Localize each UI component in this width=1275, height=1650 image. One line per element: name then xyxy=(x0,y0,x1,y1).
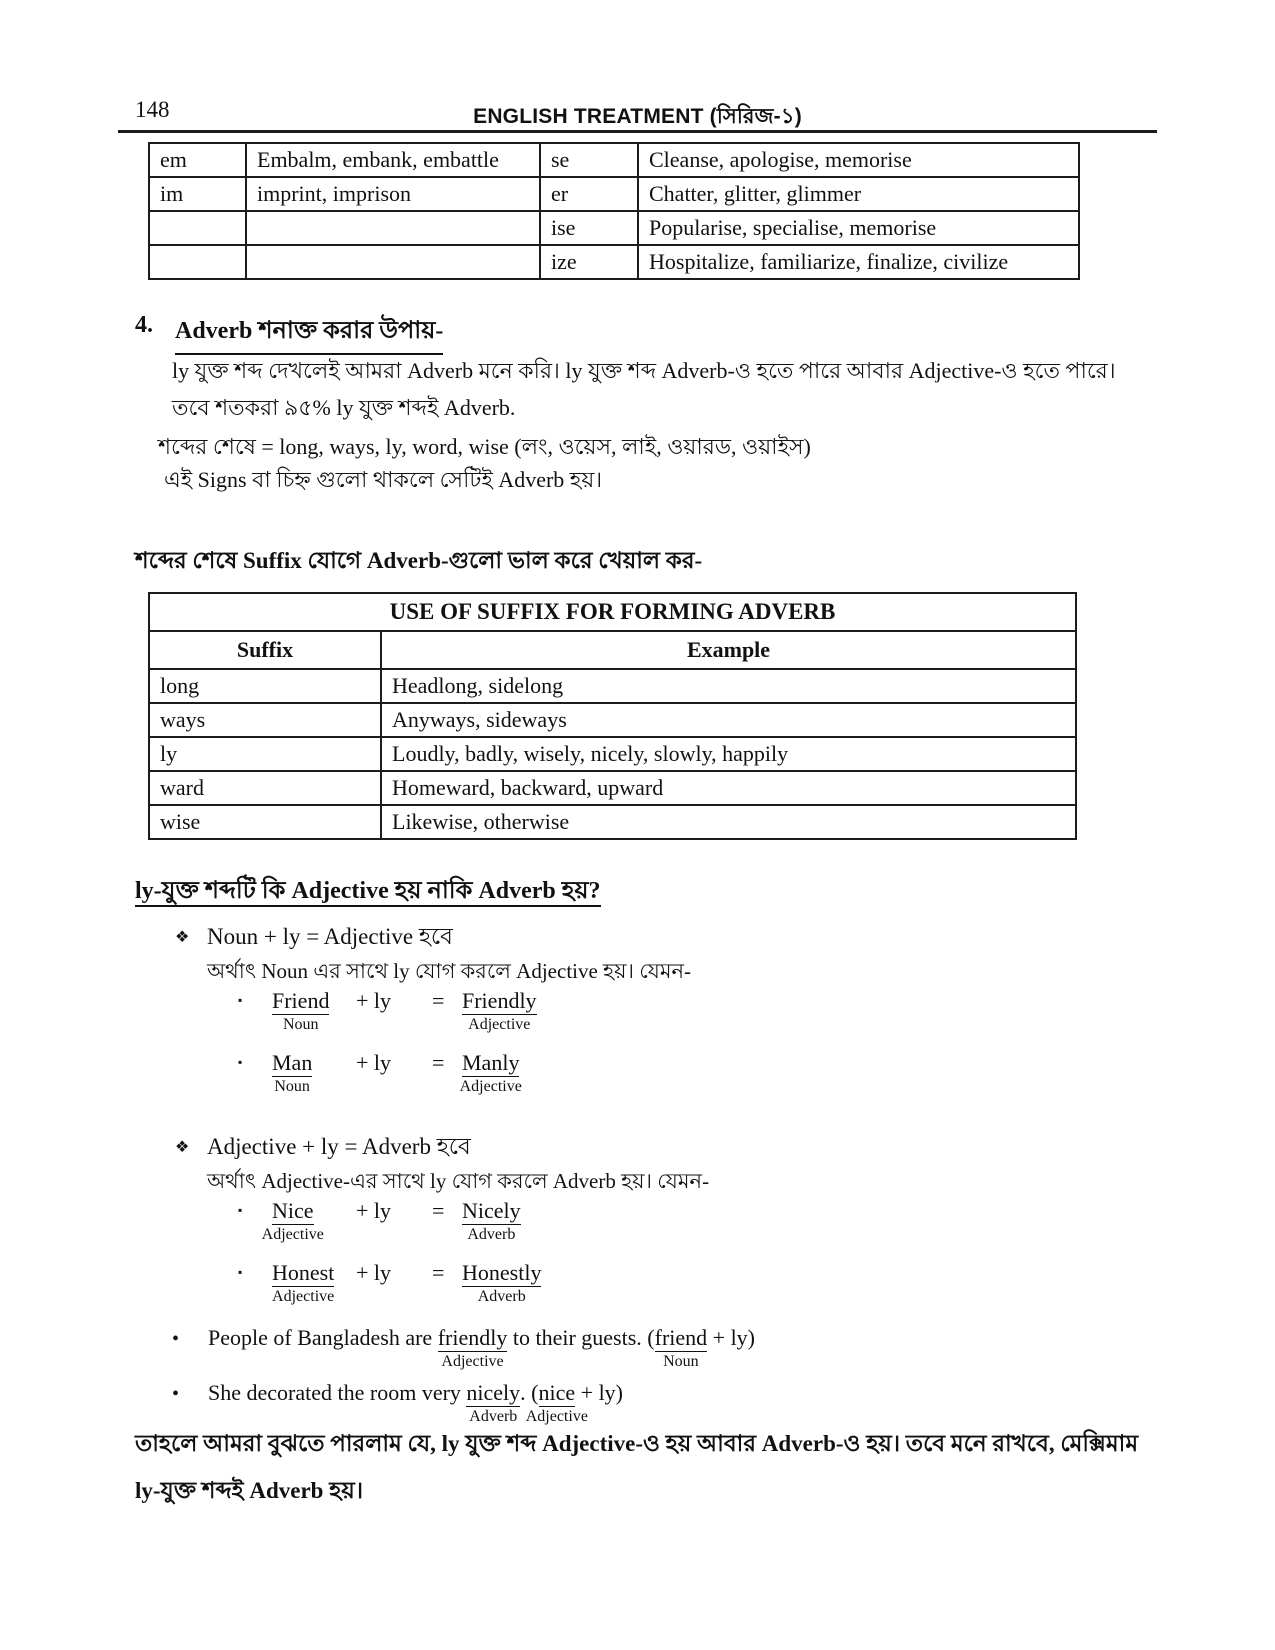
sentence-example xyxy=(172,1380,624,1425)
square-bullet-icon: ▪ xyxy=(238,1055,243,1069)
section-number: 4. xyxy=(135,312,153,338)
ly-section-heading xyxy=(135,872,601,912)
equation-example xyxy=(238,1260,542,1305)
table-cell: im xyxy=(149,177,246,211)
diamond-bullet-icon: ❖ xyxy=(175,929,190,946)
noun-rule xyxy=(175,918,453,957)
word-with-label xyxy=(462,1198,521,1243)
underlined-word: friend xyxy=(654,1325,708,1350)
table-row xyxy=(149,703,1076,737)
word-pos-label: Adjective xyxy=(525,1408,588,1425)
table-cell: er xyxy=(540,177,638,211)
word-with-label xyxy=(462,988,537,1033)
result-pos-label: Adjective xyxy=(468,1016,531,1033)
sentence-segment: to their guests. ( xyxy=(507,1325,655,1350)
sentence-segment: People of Bangladesh are xyxy=(208,1325,438,1350)
table-cell xyxy=(149,245,246,279)
table-cell: ward xyxy=(149,771,381,805)
table-cell: Embalm, embank, embattle xyxy=(246,143,540,177)
plus-ly-token: + ly xyxy=(356,1198,392,1223)
equals-token: = xyxy=(432,1050,445,1075)
dot-bullet-icon: • xyxy=(172,1328,180,1350)
plus-ly-token: + ly xyxy=(356,1260,392,1285)
signs-line: শব্দের শেষে = long, ways, ly, word, wise (লং, ওয়েস, লাই, ওয়ারড, ওয়াইস) xyxy=(158,434,811,459)
word-with-label xyxy=(525,1380,588,1425)
result-word: Nicely xyxy=(462,1198,521,1223)
word-with-label xyxy=(272,1260,335,1305)
rule-text: Adjective + ly = Adverb হবে xyxy=(207,1134,471,1159)
section-paragraph xyxy=(172,352,1116,426)
table-cell xyxy=(246,211,540,245)
table-cell: imprint, imprison xyxy=(246,177,540,211)
table-cell: Likewise, otherwise xyxy=(381,805,1076,839)
word-with-label xyxy=(437,1325,508,1370)
table-row xyxy=(149,211,1079,245)
word-with-label xyxy=(272,1050,313,1095)
equals-token: = xyxy=(432,988,445,1013)
rule-text: Noun + ly = Adjective হবে xyxy=(207,924,453,949)
table-cell xyxy=(246,245,540,279)
adjective-rule xyxy=(175,1128,471,1167)
square-bullet-icon: ▪ xyxy=(238,1203,243,1217)
underlined-word: nice xyxy=(538,1380,576,1405)
word-with-label xyxy=(462,1260,542,1305)
word-pos-label: Adjective xyxy=(272,1288,335,1305)
table-cell: long xyxy=(149,669,381,703)
table-cell: ize xyxy=(540,245,638,279)
word-pos-label: Noun xyxy=(282,1016,319,1033)
conclusion-paragraph: তাহলে আমরা বুঝতে পারলাম যে, ly যুক্ত শব্দ Adjective-ও হয় আবার Adverb-ও হয়। তবে মনে রাখবে, মেক্সিমাম ly-যুক্ত শব্দই Adverb হয়। xyxy=(135,1431,1139,1503)
table-cell: Chatter, glitter, glimmer xyxy=(638,177,1079,211)
sentence-text xyxy=(208,1325,756,1370)
table-cell: wise xyxy=(149,805,381,839)
square-bullet-icon: ▪ xyxy=(238,993,243,1007)
equation-example xyxy=(238,988,537,1033)
table-cell: em xyxy=(149,143,246,177)
page-title: ENGLISH TREATMENT (সিরিজ-১) xyxy=(473,105,802,128)
sentence-segment: She decorated the room very xyxy=(208,1380,467,1405)
example-word: Nice xyxy=(272,1198,314,1223)
table-cell xyxy=(149,211,246,245)
sentence-example xyxy=(172,1325,756,1370)
table-row xyxy=(149,593,1076,631)
word-with-label xyxy=(466,1380,521,1425)
square-bullet-icon: ▪ xyxy=(238,1265,243,1279)
result-word: Friendly xyxy=(462,988,537,1013)
word-pos-label: Adjective xyxy=(261,1226,324,1243)
table-row xyxy=(149,737,1076,771)
suffix-table xyxy=(148,592,1077,840)
underlined-word: friendly xyxy=(437,1325,508,1350)
ly-section-heading-text: ly-যুক্ত শব্দটি কি Adjective হয় নাকি Adverb হয়? xyxy=(135,878,601,907)
equation-example xyxy=(238,1198,521,1243)
result-word: Honestly xyxy=(462,1260,542,1285)
section-title: Adverb শনাক্ত করার উপায়- xyxy=(175,312,443,355)
word-pos-label: Noun xyxy=(663,1353,699,1370)
dot-bullet-icon: • xyxy=(172,1383,180,1405)
equals-token: = xyxy=(432,1260,445,1285)
page-number: 148 xyxy=(135,97,170,122)
equals-token: = xyxy=(432,1198,445,1223)
suffix-table-title: USE OF SUFFIX FOR FORMING ADVERB xyxy=(149,593,1076,631)
word-with-label xyxy=(654,1325,708,1370)
table-cell: Hospitalize, familiarize, finalize, civilize xyxy=(638,245,1079,279)
table-cell: Popularise, specialise, memorise xyxy=(638,211,1079,245)
table-cell: ise xyxy=(540,211,638,245)
table-cell: Loudly, badly, wisely, nicely, slowly, happily xyxy=(381,737,1076,771)
sentence-segment: . ( xyxy=(520,1380,539,1405)
table-cell: ways xyxy=(149,703,381,737)
underlined-word: nicely xyxy=(466,1380,521,1405)
paragraph-line: তবে শতকরা ৯৫% ly যুক্ত শব্দই Adverb. xyxy=(172,395,516,420)
sentence-segment: + ly) xyxy=(575,1380,624,1405)
rule-explanation: অর্থাৎ Noun এর সাথে ly যোগ করলে Adjective হয়। যেমন- xyxy=(207,959,692,983)
equation-example xyxy=(238,1050,522,1095)
example-word: Man xyxy=(272,1050,313,1075)
rule-explanation: অর্থাৎ Adjective-এর সাথে ly যোগ করলে Adverb হয়। যেমন- xyxy=(207,1169,710,1193)
table-row xyxy=(149,143,1079,177)
plus-ly-token: + ly xyxy=(356,988,392,1013)
table-cell: Anyways, sideways xyxy=(381,703,1076,737)
table-cell: Cleanse, apologise, memorise xyxy=(638,143,1079,177)
result-pos-label: Adverb xyxy=(477,1288,526,1305)
sentence-text xyxy=(208,1380,624,1425)
prefix-suffix-table xyxy=(148,142,1080,280)
word-pos-label: Noun xyxy=(274,1078,310,1095)
example-word: Friend xyxy=(272,988,330,1013)
table-row xyxy=(149,631,1076,669)
word-with-label xyxy=(272,988,330,1033)
word-pos-label: Adverb xyxy=(469,1408,518,1425)
suffix-table-intro: শব্দের শেষে Suffix যোগে Adverb-গুলো ভাল করে খেয়াল কর- xyxy=(135,548,703,573)
paragraph-line: ly যুক্ত শব্দ দেখলেই আমরা Adverb মনে করি। ly যুক্ত শব্দ Adverb-ও হতে পারে আবার Adjective-ও হতে পারে। xyxy=(172,358,1116,383)
table-row xyxy=(149,771,1076,805)
word-with-label xyxy=(459,1050,522,1095)
sentence-segment: + ly) xyxy=(707,1325,756,1350)
result-pos-label: Adverb xyxy=(467,1226,516,1243)
result-word: Manly xyxy=(462,1050,520,1075)
column-header-example: Example xyxy=(381,631,1076,669)
section-heading xyxy=(135,312,443,355)
word-with-label xyxy=(261,1198,324,1243)
result-pos-label: Adjective xyxy=(459,1078,522,1095)
table-cell: Headlong, sidelong xyxy=(381,669,1076,703)
table-cell: se xyxy=(540,143,638,177)
table-row xyxy=(149,805,1076,839)
table-row xyxy=(149,245,1079,279)
table-cell: ly xyxy=(149,737,381,771)
table-row xyxy=(149,669,1076,703)
column-header-suffix: Suffix xyxy=(149,631,381,669)
example-word: Honest xyxy=(272,1260,335,1285)
table-cell: Homeward, backward, upward xyxy=(381,771,1076,805)
plus-ly-token: + ly xyxy=(356,1050,392,1075)
header-rule xyxy=(118,130,1157,133)
table-row xyxy=(149,177,1079,211)
diamond-bullet-icon: ❖ xyxy=(175,1139,190,1156)
word-pos-label: Adjective xyxy=(441,1353,504,1370)
signs-note: এই Signs বা চিহ্ন গুলো থাকলে সেটিই Adverb হয়। xyxy=(164,467,603,492)
